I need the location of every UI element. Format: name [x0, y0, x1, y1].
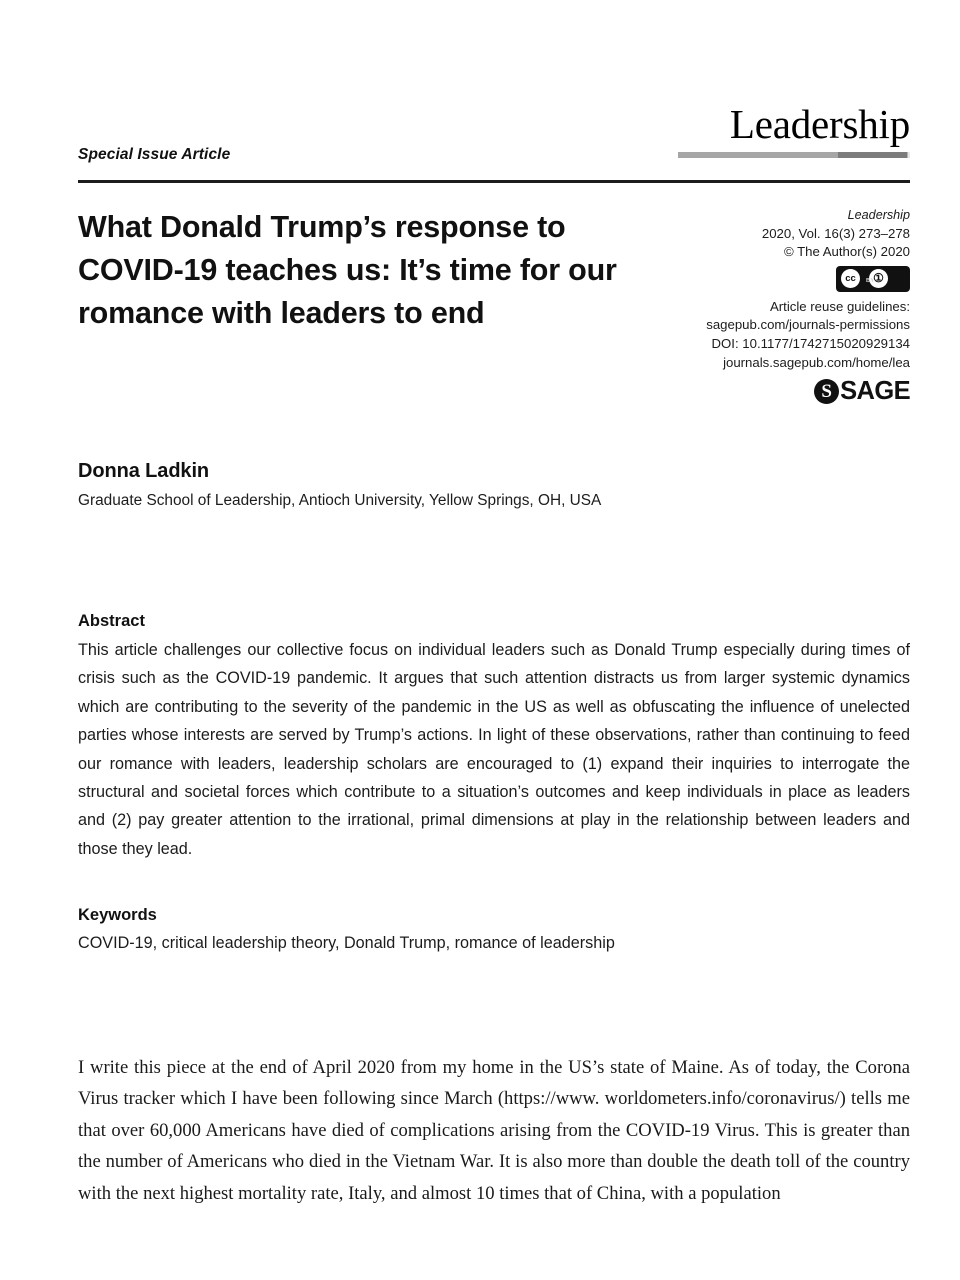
journal-masthead	[678, 101, 910, 158]
abstract-text: This article challenges our collective focus on individual leaders such as Donald Trump especially during times of crisis such as the COVID-19 pandemic. It argues that such attention distracts us from larger systemic dynamics which are contributing to the severity of the pandemic in the US as well as obfuscating the influence of unelected parties whose interests are served by Trump’s actions. In light of these observations, rather than continuing to feed our romance with leaders, leadership scholars are encouraged to (1) expand their inquiries to interrogate the structural and societal forces which contribute to a situation’s outcomes and keep individuals in place as leaders and (2) pay greater attention to the irrational, primal dimensions at play in the relationship between leaders and those they lead.	[78, 641, 910, 858]
keywords-text: COVID-19, critical leadership theory, Donald Trump, romance of leadership	[78, 934, 615, 952]
metadata-journal-name: Leadership	[847, 208, 910, 222]
cc-circle-icon: cc	[841, 269, 860, 288]
metadata-copyright: © The Author(s) 2020	[783, 244, 910, 260]
keywords-heading: Keywords	[78, 906, 157, 924]
header-divider	[78, 180, 910, 183]
publication-metadata	[678, 206, 910, 404]
body-paragraph: I write this piece at the end of April 2020 from my home in the US’s state of Maine. As of today, the Corona Virus tracker which I have been following since March (https://www. worldometers.info/coronavirus/) tells me that over 60,000 Americans have died of complications arising from the COVID-19 Virus. This is greater than the number of Americans who died in the Vietnam War. It is also more than double the death toll of the country with the next highest mortality rate, Italy, and almost 10 times that of China, with a population	[78, 1057, 910, 1204]
keywords-section	[78, 906, 910, 957]
special-issue-label: Special Issue Article	[78, 146, 231, 163]
cc-badge-label: BY	[866, 278, 875, 285]
sage-wordmark: SAGE	[840, 377, 910, 406]
abstract-section	[78, 612, 910, 863]
sage-publisher-logo	[814, 379, 910, 404]
author-name: Donna Ladkin	[78, 460, 210, 482]
metadata-journal-url[interactable]: journals.sagepub.com/home/lea	[723, 354, 910, 370]
metadata-reuse-label: Article reuse guidelines:	[769, 298, 910, 314]
creative-commons-badge-icon	[836, 266, 910, 292]
metadata-volume-pages: 2020, Vol. 16(3) 273–278	[761, 225, 910, 241]
body-section	[78, 1052, 910, 1209]
masthead-rule-bar	[678, 152, 910, 158]
sage-circle-icon: S	[814, 379, 839, 404]
cc-by-person-icon: ①	[869, 269, 888, 288]
author-block	[78, 460, 678, 512]
journal-masthead-title: Leadership	[729, 101, 910, 147]
page-title: What Donald Trump’s response to COVID-19 teaches us: It’s time for our romance with leaders to end	[78, 210, 617, 330]
metadata-doi[interactable]: DOI: 10.1177/1742715020929134	[711, 335, 910, 351]
abstract-heading: Abstract	[78, 612, 145, 630]
author-affiliation: Graduate School of Leadership, Antioch University, Yellow Springs, OH, USA	[78, 492, 602, 509]
metadata-permissions-url[interactable]: sagepub.com/journals-permissions	[706, 317, 910, 333]
title-and-metadata-row	[78, 206, 910, 406]
